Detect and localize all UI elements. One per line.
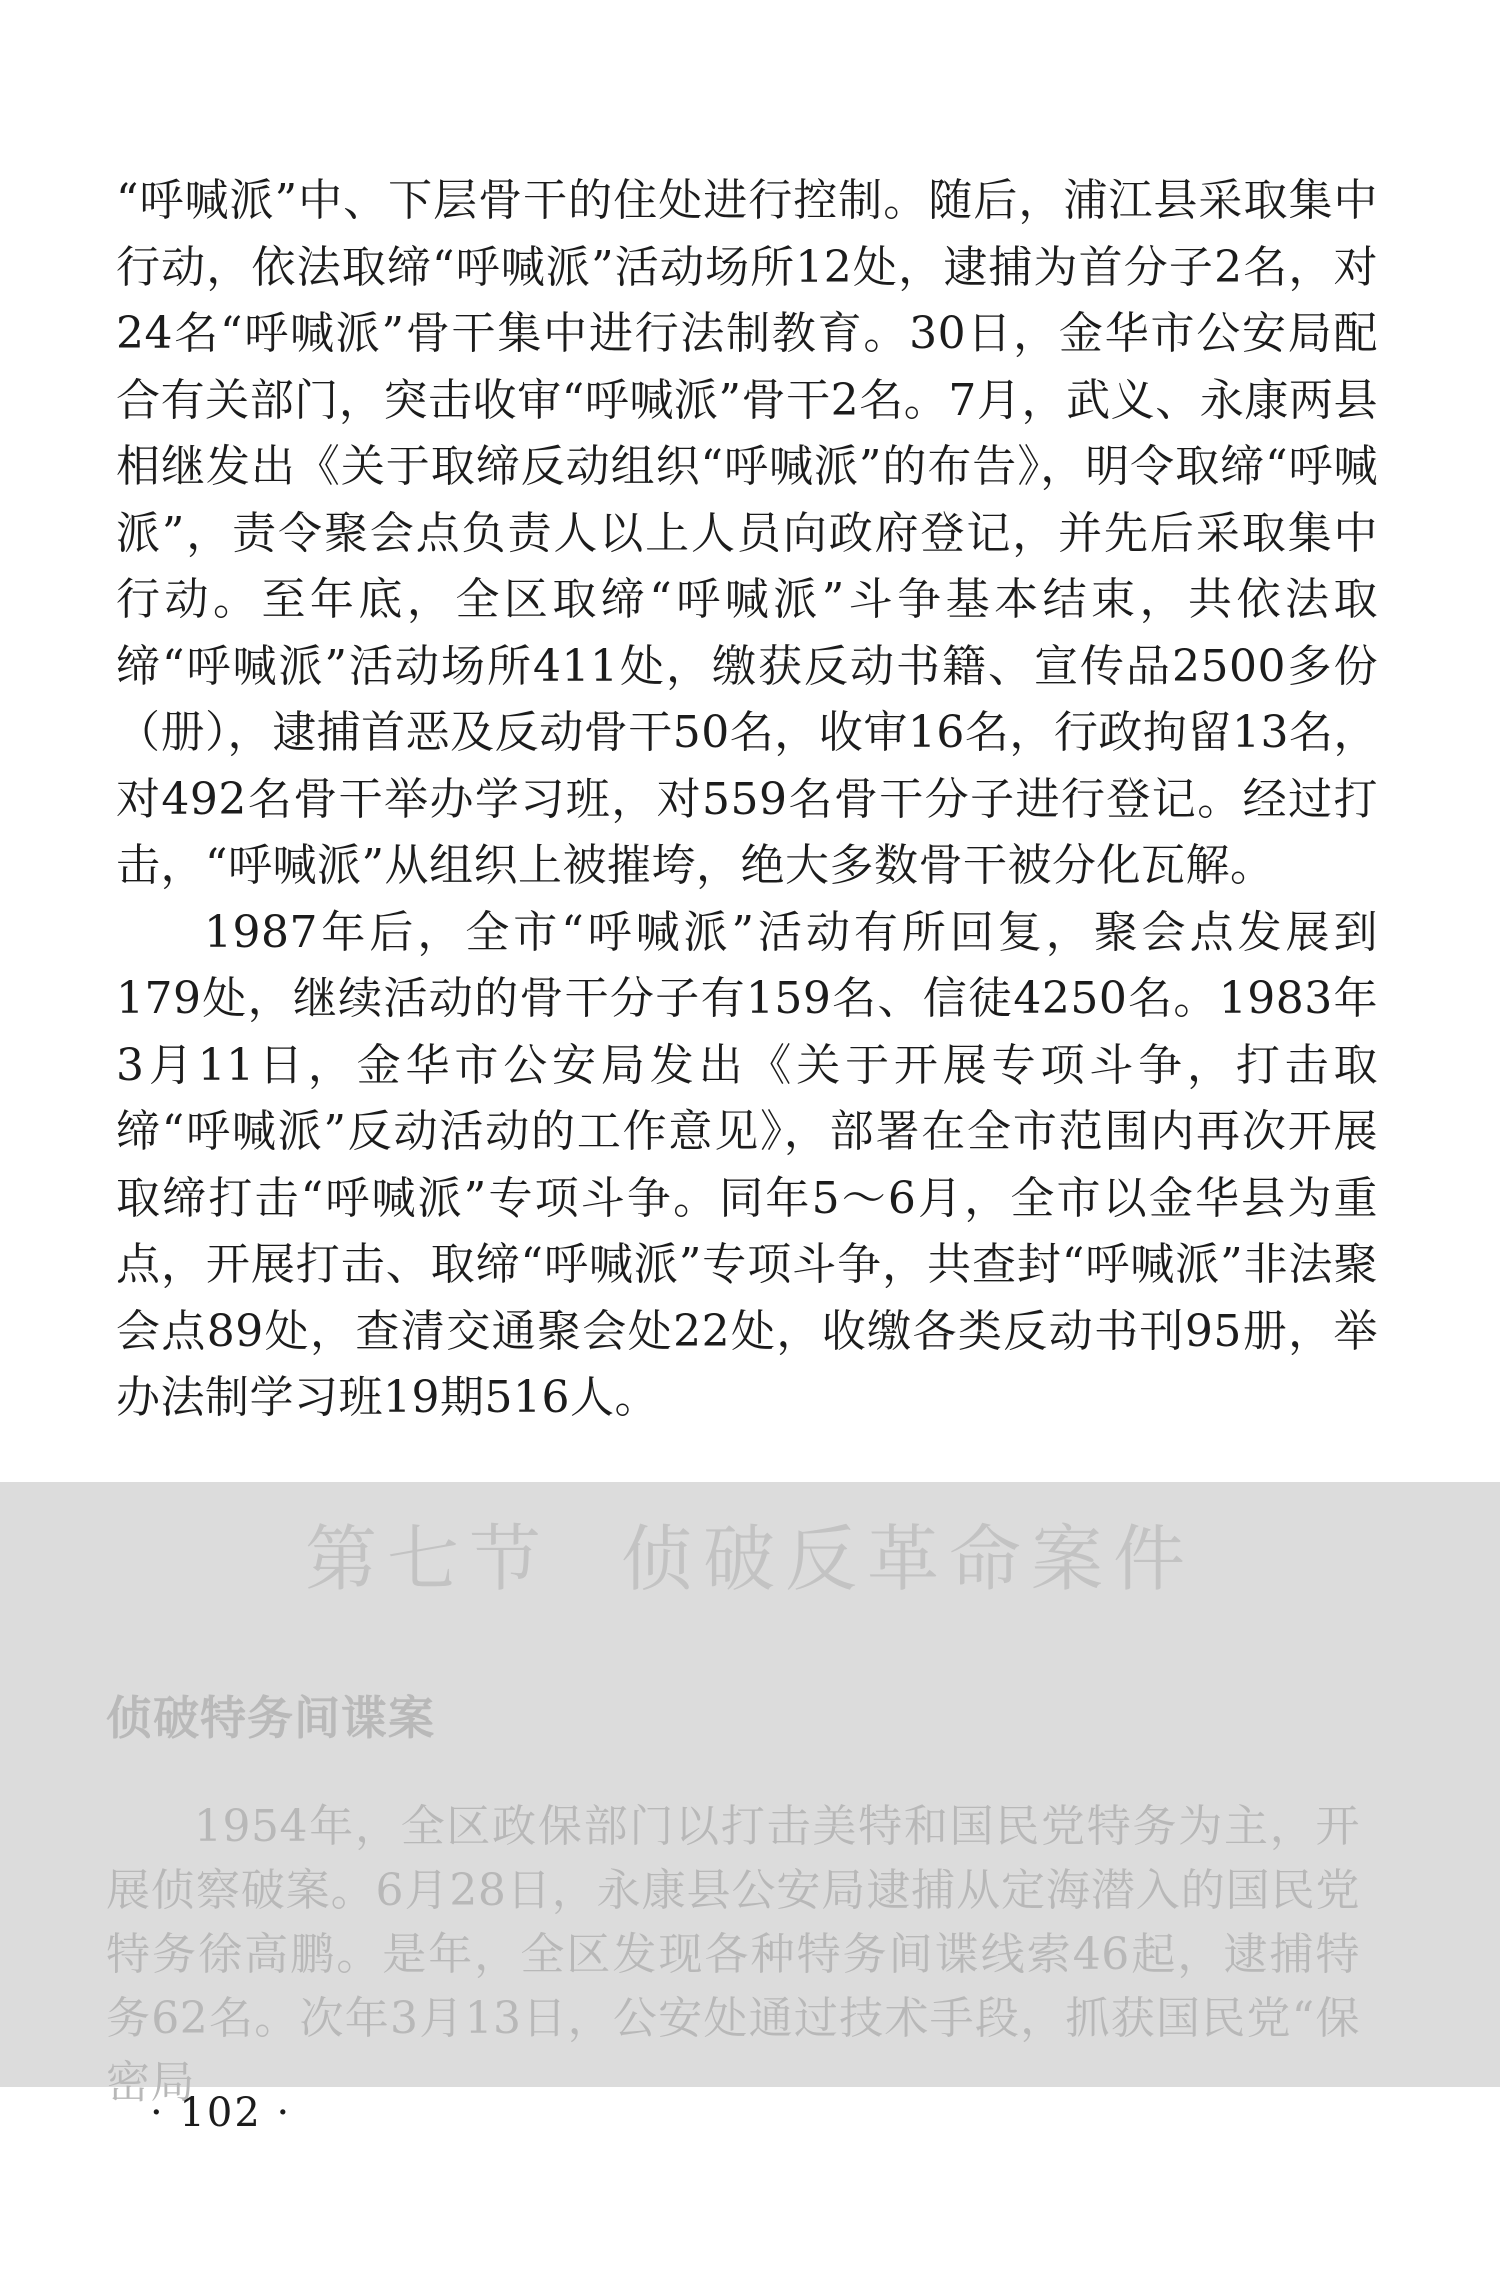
section-body-text [106,1795,1360,2115]
body-text [116,168,1378,1432]
body-paragraph-1: “呼喊派”中、下层骨干的住处进行控制。随后，浦江县采取集中行动，依法取缔“呼喊派”活动场所12处，逮捕为首分子2名，对24名“呼喊派”骨干集中进行法制教育。30日，金华市公安局配合有关部门，突击收审“呼喊派”骨干2名。7月，武义、永康两县相继发出《关于取缔反动组织“呼喊派”的布告》，明令取缔“呼喊派”，责令聚会点负责人以上人员向政府登记，并先后采取集中行动。至年底，全区取缔“呼喊派”斗争基本结束，共依法取缔“呼喊派”活动场所411处，缴获反动书籍、宣传品2500多份（册），逮捕首恶及反动骨干50名，收审16名，行政拘留13名，对492名骨干举办学习班，对559名骨干分子进行登记。经过打击，“呼喊派”从组织上被摧垮，绝大多数骨干被分化瓦解。 [116,175,1378,891]
section-number: 第七节 [304,1517,551,1601]
page-number: · 102 · [150,2090,292,2136]
section-name: 侦破反革命案件 [621,1517,1196,1601]
section-title [0,1514,1500,1604]
section-paragraph-1: 1954年，全区政保部门以打击美特和国民党特务为主，开展侦察破案。6月28日，永康县公安局逮捕从定海潜入的国民党特务徐高鹏。是年，全区发现各种特务间谍线索46起，逮捕特务62名。次年3月13日，公安处通过技术手段，抓获国民党“保密局 [106,1801,1360,2108]
section-subheading: 侦破特务间谍案 [106,1691,435,1745]
body-paragraph-2: 1987年后，全市“呼喊派”活动有所回复，聚会点发展到179处，继续活动的骨干分子有159名、信徒4250名。1983年3月11日，金华市公安局发出《关于开展专项斗争，打击取缔“呼喊派”反动活动的工作意见》，部署在全市范围内再次开展取缔打击“呼喊派”专项斗争。同年5～6月，全市以金华县为重点，开展打击、取缔“呼喊派”专项斗争，共查封“呼喊派”非法聚会点89处，查清交通聚会处22处，收缴各类反动书刊95册，举办法制学习班19期516人。 [116,906,1378,1423]
